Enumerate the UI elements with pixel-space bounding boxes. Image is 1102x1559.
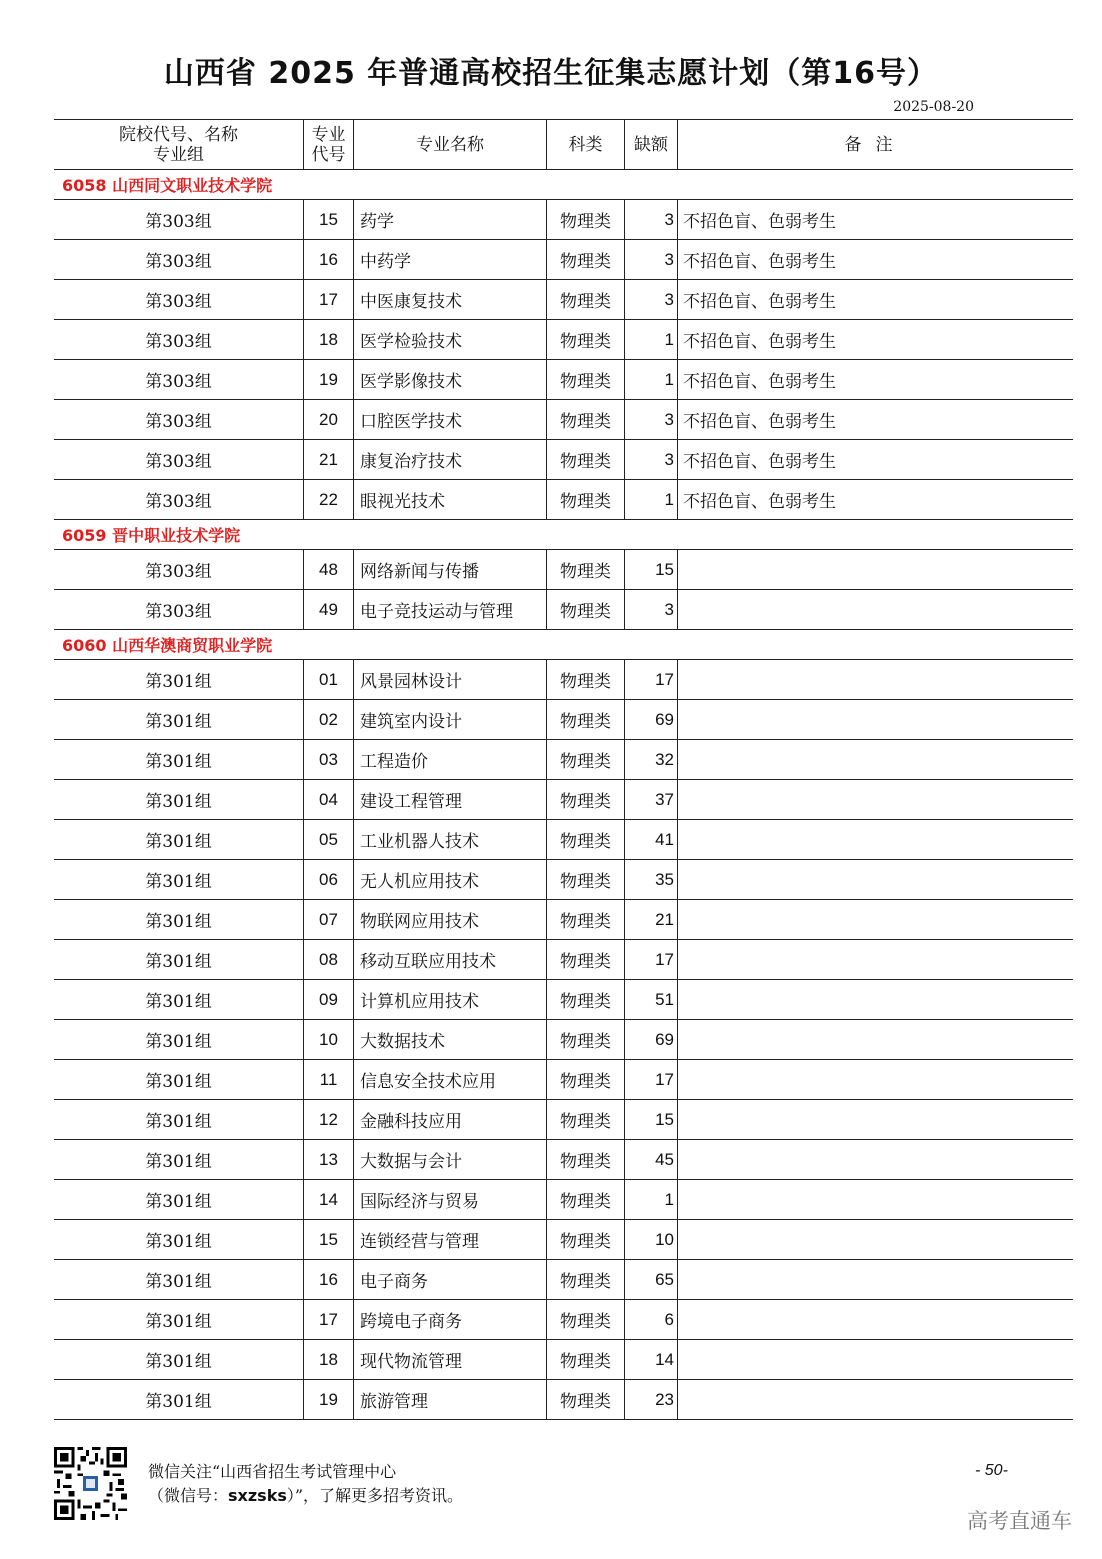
vacancy-count-cell: 15 [625,1100,678,1140]
school-name: 6058 山西同文职业技术学院 [54,170,1073,200]
subject-type-cell: 物理类 [547,1180,625,1220]
subject-type-cell: 物理类 [547,980,625,1020]
major-name-cell: 物联网应用技术 [354,900,547,940]
subject-type-cell: 物理类 [547,1300,625,1340]
footer-line2-suffix: ）”，了解更多招考资讯。 [286,1486,464,1505]
note-cell: 不招色盲、色弱考生 [678,440,1074,480]
group-cell: 第301组 [54,1020,304,1060]
group-cell: 第301组 [54,1220,304,1260]
vacancy-count-cell: 69 [625,700,678,740]
table-row [54,550,1073,590]
subject-type-cell: 物理类 [547,1100,625,1140]
note-cell [678,1260,1074,1300]
major-code-cell: 20 [304,400,354,440]
note-cell [678,1380,1074,1420]
header-type: 科类 [547,120,625,170]
group-cell: 第303组 [54,280,304,320]
group-cell: 第301组 [54,980,304,1020]
subject-type-cell: 物理类 [547,1260,625,1300]
group-cell: 第301组 [54,940,304,980]
major-code-cell: 11 [304,1060,354,1100]
table-row [54,480,1073,520]
major-code-cell: 04 [304,780,354,820]
table-row [54,1340,1073,1380]
major-code-cell: 02 [304,700,354,740]
subject-type-cell: 物理类 [547,1020,625,1060]
vacancy-count-cell: 1 [625,480,678,520]
note-cell [678,700,1074,740]
major-name-cell: 无人机应用技术 [354,860,547,900]
major-code-cell: 16 [304,1260,354,1300]
vacancy-count-cell: 1 [625,1180,678,1220]
major-name-cell: 建筑室内设计 [354,700,547,740]
table-row [54,940,1073,980]
table-row [54,780,1073,820]
table-row [54,1300,1073,1340]
subject-type-cell: 物理类 [547,440,625,480]
header-count: 缺额 [625,120,678,170]
watermark: 高考直通车 [967,1509,1072,1533]
table-row [54,1140,1073,1180]
major-code-cell: 17 [304,280,354,320]
vacancy-count-cell: 1 [625,320,678,360]
major-code-cell: 18 [304,320,354,360]
table-row [54,1100,1073,1140]
major-name-cell: 工程造价 [354,740,547,780]
group-cell: 第301组 [54,1300,304,1340]
major-name-cell: 现代物流管理 [354,1340,547,1380]
table-row [54,820,1073,860]
note-cell: 不招色盲、色弱考生 [678,200,1074,240]
footer-line2-prefix: （微信号： [148,1486,229,1505]
table-row [54,320,1073,360]
subject-type-cell: 物理类 [547,200,625,240]
major-code-cell: 17 [304,1300,354,1340]
note-cell: 不招色盲、色弱考生 [678,240,1074,280]
major-name-cell: 电子商务 [354,1260,547,1300]
header-group [54,120,304,170]
page-number: - 50- [975,1462,1008,1479]
note-cell: 不招色盲、色弱考生 [678,480,1074,520]
major-code-cell: 06 [304,860,354,900]
note-cell [678,940,1074,980]
table-row [54,740,1073,780]
group-cell: 第301组 [54,820,304,860]
major-code-cell: 10 [304,1020,354,1060]
group-cell: 第301组 [54,1380,304,1420]
major-code-cell: 13 [304,1140,354,1180]
table-row [54,660,1073,700]
table-row [54,400,1073,440]
table-row [54,240,1073,280]
table-row [54,1380,1073,1420]
major-name-cell: 医学检验技术 [354,320,547,360]
subject-type-cell: 物理类 [547,1220,625,1260]
subject-type-cell: 物理类 [547,900,625,940]
note-cell [678,1180,1074,1220]
school-row [54,170,1073,200]
table-row [54,1260,1073,1300]
vacancy-count-cell: 3 [625,400,678,440]
header-code-line1: 专业 [311,124,346,145]
note-cell [678,1300,1074,1340]
subject-type-cell: 物理类 [547,1140,625,1180]
major-code-cell: 49 [304,590,354,630]
vacancy-count-cell: 35 [625,860,678,900]
major-name-cell: 大数据技术 [354,1020,547,1060]
table-row [54,200,1073,240]
table-row [54,860,1073,900]
group-cell: 第301组 [54,740,304,780]
subject-type-cell: 物理类 [547,550,625,590]
school-row [54,630,1073,660]
note-cell [678,550,1074,590]
header-group-line2: 专业组 [153,144,204,165]
group-cell: 第303组 [54,320,304,360]
subject-type-cell: 物理类 [547,360,625,400]
major-name-cell: 连锁经营与管理 [354,1220,547,1260]
publish-date: 2025-08-20 [893,99,974,115]
major-name-cell: 网络新闻与传播 [354,550,547,590]
major-code-cell: 08 [304,940,354,980]
header-code [304,120,354,170]
major-code-cell: 48 [304,550,354,590]
group-cell: 第303组 [54,240,304,280]
major-code-cell: 19 [304,1380,354,1420]
group-cell: 第301组 [54,1340,304,1380]
group-cell: 第301组 [54,1140,304,1180]
major-name-cell: 移动互联应用技术 [354,940,547,980]
major-code-cell: 16 [304,240,354,280]
group-cell: 第303组 [54,550,304,590]
major-name-cell: 中医康复技术 [354,280,547,320]
major-name-cell: 建设工程管理 [354,780,547,820]
vacancy-count-cell: 69 [625,1020,678,1060]
major-name-cell: 口腔医学技术 [354,400,547,440]
vacancy-count-cell: 17 [625,660,678,700]
major-name-cell: 医学影像技术 [354,360,547,400]
group-cell: 第301组 [54,660,304,700]
table-row [54,1220,1073,1260]
vacancy-count-cell: 6 [625,1300,678,1340]
table-row [54,980,1073,1020]
subject-type-cell: 物理类 [547,1380,625,1420]
major-code-cell: 15 [304,200,354,240]
table-row [54,700,1073,740]
major-code-cell: 19 [304,360,354,400]
major-name-cell: 旅游管理 [354,1380,547,1420]
group-cell: 第301组 [54,1260,304,1300]
header-code-line2: 代号 [311,144,346,165]
note-cell: 不招色盲、色弱考生 [678,280,1074,320]
footer-wechat-note [148,1460,463,1508]
group-cell: 第301组 [54,900,304,940]
note-cell: 不招色盲、色弱考生 [678,320,1074,360]
major-code-cell: 01 [304,660,354,700]
subject-type-cell: 物理类 [547,480,625,520]
major-name-cell: 国际经济与贸易 [354,1180,547,1220]
subject-type-cell: 物理类 [547,400,625,440]
subject-type-cell: 物理类 [547,740,625,780]
subject-type-cell: 物理类 [547,780,625,820]
footer-line1: 微信关注“山西省招生考试管理中心 [148,1462,397,1481]
vacancy-count-cell: 17 [625,1060,678,1100]
major-name-cell: 风景园林设计 [354,660,547,700]
qr-code-icon [54,1447,127,1520]
major-name-cell: 康复治疗技术 [354,440,547,480]
subject-type-cell: 物理类 [547,860,625,900]
major-name-cell: 大数据与会计 [354,1140,547,1180]
major-code-cell: 07 [304,900,354,940]
vacancy-count-cell: 3 [625,200,678,240]
major-name-cell: 药学 [354,200,547,240]
plan-table-body [54,170,1073,1420]
vacancy-count-cell: 51 [625,980,678,1020]
group-cell: 第301组 [54,1100,304,1140]
document-title: 山西省 2025 年普通高校招生征集志愿计划（第16号） [163,56,939,91]
vacancy-count-cell: 21 [625,900,678,940]
header-note: 备注 [678,120,1074,170]
note-cell [678,1220,1074,1260]
note-cell: 不招色盲、色弱考生 [678,400,1074,440]
major-name-cell: 计算机应用技术 [354,980,547,1020]
header-group-line1: 院校代号、名称 [119,124,238,145]
vacancy-count-cell: 37 [625,780,678,820]
footer-line2 [148,1484,463,1508]
plan-table [54,119,1073,1420]
vacancy-count-cell: 32 [625,740,678,780]
table-row [54,590,1073,630]
note-cell [678,820,1074,860]
vacancy-count-cell: 15 [625,550,678,590]
major-code-cell: 12 [304,1100,354,1140]
major-name-cell: 跨境电子商务 [354,1300,547,1340]
major-code-cell: 05 [304,820,354,860]
subject-type-cell: 物理类 [547,660,625,700]
vacancy-count-cell: 3 [625,590,678,630]
major-name-cell: 金融科技应用 [354,1100,547,1140]
note-cell: 不招色盲、色弱考生 [678,360,1074,400]
group-cell: 第301组 [54,780,304,820]
major-name-cell: 电子竞技运动与管理 [354,590,547,630]
group-cell: 第301组 [54,700,304,740]
major-name-cell: 工业机器人技术 [354,820,547,860]
note-cell [678,740,1074,780]
table-row [54,900,1073,940]
major-code-cell: 18 [304,1340,354,1380]
note-cell [678,1020,1074,1060]
major-name-cell: 信息安全技术应用 [354,1060,547,1100]
major-code-cell: 14 [304,1180,354,1220]
subject-type-cell: 物理类 [547,1340,625,1380]
vacancy-count-cell: 1 [625,360,678,400]
table-row [54,360,1073,400]
vacancy-count-cell: 3 [625,280,678,320]
vacancy-count-cell: 3 [625,440,678,480]
group-cell: 第303组 [54,200,304,240]
major-code-cell: 21 [304,440,354,480]
subject-type-cell: 物理类 [547,320,625,360]
table-row [54,1060,1073,1100]
subject-type-cell: 物理类 [547,280,625,320]
table-row [54,440,1073,480]
subject-type-cell: 物理类 [547,940,625,980]
footer-wechat-id: sxzsks [228,1486,287,1505]
group-cell: 第301组 [54,860,304,900]
header-name: 专业名称 [354,120,547,170]
vacancy-count-cell: 45 [625,1140,678,1180]
major-code-cell: 03 [304,740,354,780]
group-cell: 第303组 [54,360,304,400]
group-cell: 第303组 [54,480,304,520]
vacancy-count-cell: 41 [625,820,678,860]
vacancy-count-cell: 14 [625,1340,678,1380]
table-row [54,1180,1073,1220]
major-code-cell: 22 [304,480,354,520]
subject-type-cell: 物理类 [547,1060,625,1100]
note-cell [678,860,1074,900]
subject-type-cell: 物理类 [547,590,625,630]
note-cell [678,660,1074,700]
school-row [54,520,1073,550]
note-cell [678,1060,1074,1100]
major-name-cell: 中药学 [354,240,547,280]
vacancy-count-cell: 23 [625,1380,678,1420]
group-cell: 第301组 [54,1180,304,1220]
group-cell: 第303组 [54,440,304,480]
group-cell: 第303组 [54,590,304,630]
major-code-cell: 09 [304,980,354,1020]
vacancy-count-cell: 17 [625,940,678,980]
note-cell [678,1140,1074,1180]
subject-type-cell: 物理类 [547,820,625,860]
group-cell: 第303组 [54,400,304,440]
vacancy-count-cell: 65 [625,1260,678,1300]
table-row [54,1020,1073,1060]
note-cell [678,980,1074,1020]
note-cell [678,780,1074,820]
subject-type-cell: 物理类 [547,700,625,740]
note-cell [678,590,1074,630]
note-cell [678,900,1074,940]
subject-type-cell: 物理类 [547,240,625,280]
table-row [54,280,1073,320]
group-cell: 第301组 [54,1060,304,1100]
major-name-cell: 眼视光技术 [354,480,547,520]
note-cell [678,1100,1074,1140]
note-cell [678,1340,1074,1380]
vacancy-count-cell: 3 [625,240,678,280]
school-name: 6059 晋中职业技术学院 [54,520,1073,550]
major-code-cell: 15 [304,1220,354,1260]
school-name: 6060 山西华澳商贸职业学院 [54,630,1073,660]
table-header-row [54,120,1073,170]
vacancy-count-cell: 10 [625,1220,678,1260]
